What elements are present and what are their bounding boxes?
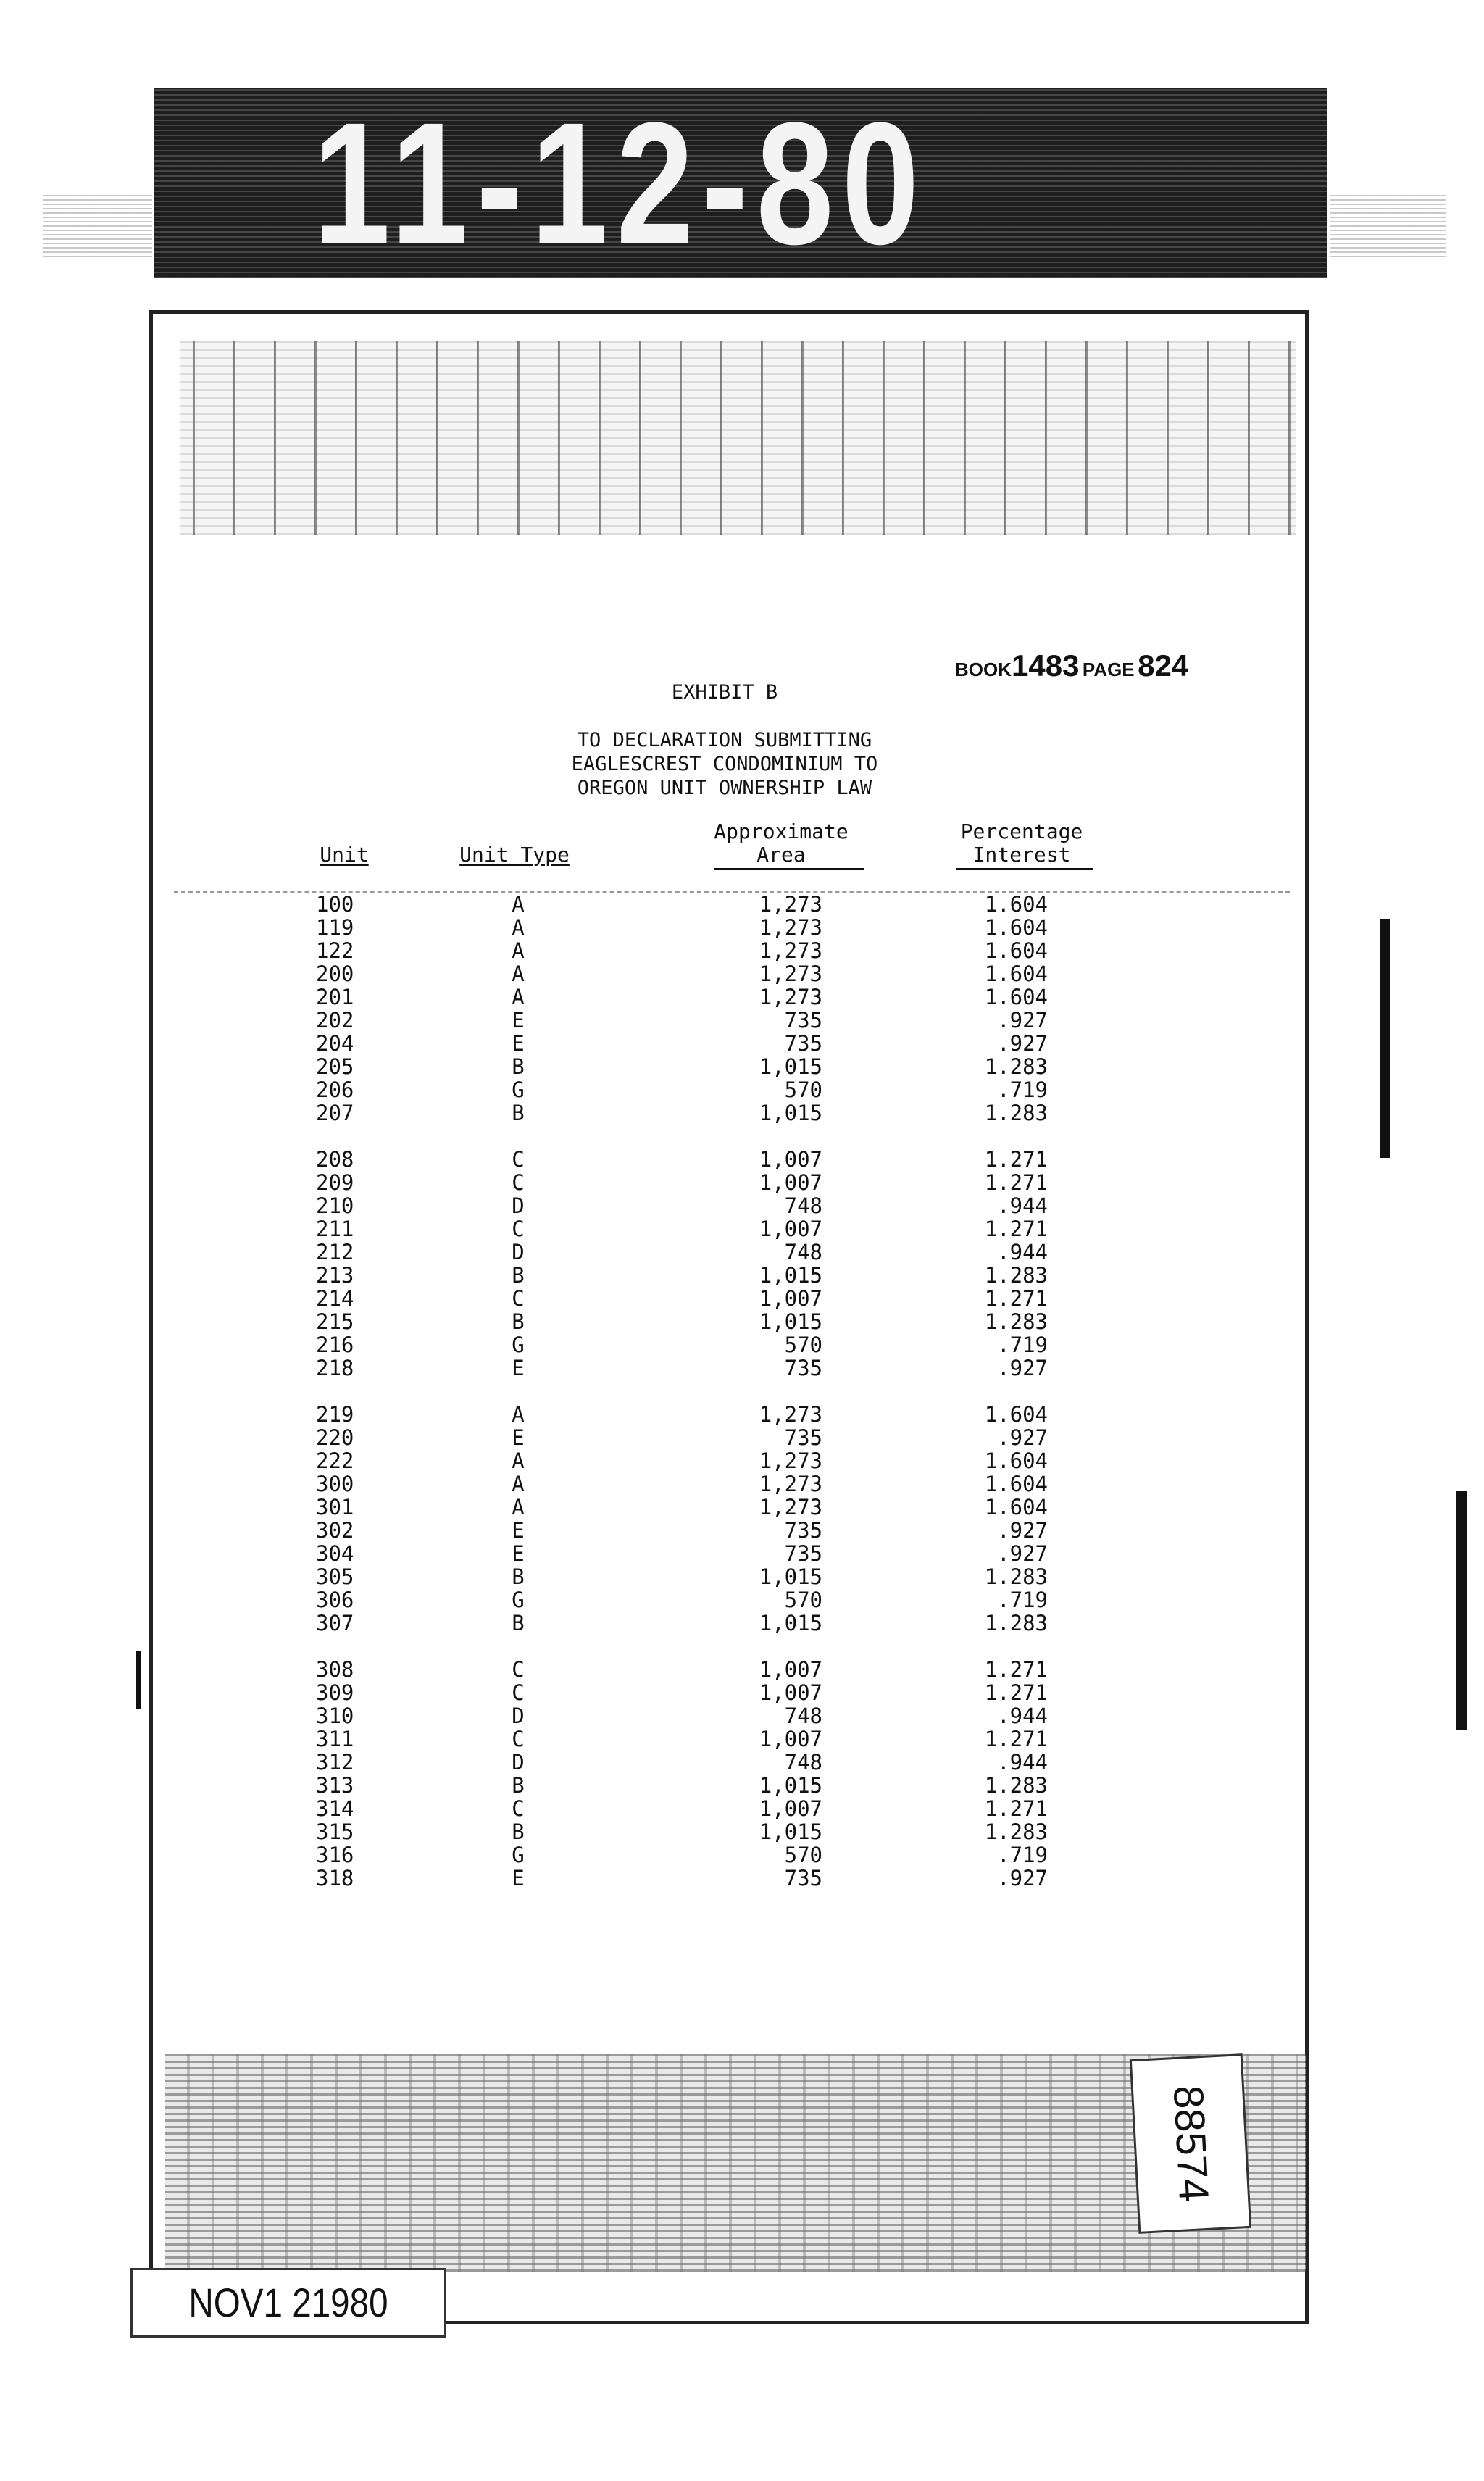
unit-type-cell: C — [512, 1170, 525, 1195]
percentage-cell: 1.283 — [984, 1773, 1048, 1798]
area-cell: 1,273 — [759, 938, 822, 963]
unit-type-cell: B — [512, 1611, 525, 1635]
unit-type-cell: D — [512, 1750, 525, 1775]
date-stamp — [130, 2268, 446, 2338]
unit-type-cell: E — [512, 1356, 525, 1380]
margin-bar — [1380, 919, 1390, 1158]
area-cell: 570 — [784, 1843, 822, 1867]
area-cell: 570 — [784, 1333, 822, 1357]
percentage-cell: 1.283 — [984, 1054, 1048, 1079]
unit-type-cell: A — [512, 962, 525, 986]
percentage-cell: .719 — [997, 1333, 1048, 1357]
percentage-cell: 1.283 — [984, 1564, 1048, 1589]
area-cell: 1,273 — [759, 1402, 822, 1427]
unit-type-cell: E — [512, 1866, 525, 1890]
percentage-cell: 1.604 — [984, 915, 1048, 940]
unit-type-cell: A — [512, 1448, 525, 1473]
area-header-rule — [714, 868, 864, 870]
subtitle-line: OREGON UNIT OWNERSHIP LAW — [577, 777, 872, 799]
unit-type-cell: A — [512, 915, 525, 940]
percentage-cell: 1.271 — [984, 1657, 1048, 1682]
unit-type-cell: A — [512, 1472, 525, 1496]
area-cell: 1,007 — [759, 1147, 822, 1172]
unit-type-cell: A — [512, 892, 525, 917]
area-cell: 735 — [784, 1008, 822, 1033]
unit-cell: 218 — [316, 1356, 354, 1380]
area-cell: 1,273 — [759, 1495, 822, 1519]
unit-cell: 315 — [316, 1819, 354, 1844]
area-cell: 735 — [784, 1356, 822, 1380]
unit-type-cell: B — [512, 1101, 525, 1125]
unit-type-cell: A — [512, 985, 525, 1009]
unit-type-cell: D — [512, 1193, 525, 1218]
area-cell: 748 — [784, 1750, 822, 1775]
percentage-cell: 1.271 — [984, 1680, 1048, 1705]
unit-cell: 219 — [316, 1402, 354, 1427]
registration-slip — [1130, 2053, 1251, 2234]
subtitle-line: EAGLESCREST CONDOMINIUM TO — [571, 753, 878, 775]
unit-cell: 309 — [316, 1680, 354, 1705]
area-cell: 1,273 — [759, 962, 822, 986]
unit-cell: 316 — [316, 1843, 354, 1867]
unit-type-cell: B — [512, 1564, 525, 1589]
unit-type-cell: A — [512, 1402, 525, 1427]
area-cell: 1,015 — [759, 1819, 822, 1844]
unit-cell: 205 — [316, 1054, 354, 1079]
unit-cell: 311 — [316, 1727, 354, 1751]
area-cell: 735 — [784, 1866, 822, 1890]
banner-date: 11-12-80 — [313, 86, 928, 280]
column-header-unit-type — [435, 843, 594, 867]
unit-type-cell: C — [512, 1796, 525, 1821]
unit-type-cell: B — [512, 1773, 525, 1798]
area-cell: 748 — [784, 1240, 822, 1264]
area-cell: 1,007 — [759, 1727, 822, 1751]
unit-cell: 212 — [316, 1240, 354, 1264]
percentage-cell: .719 — [997, 1843, 1048, 1867]
page-label: PAGE — [1082, 659, 1135, 680]
unit-cell: 209 — [316, 1170, 354, 1195]
unit-cell: 220 — [316, 1425, 354, 1450]
percentage-cell: 1.283 — [984, 1101, 1048, 1125]
unit-cell: 304 — [316, 1541, 354, 1566]
area-cell: 1,015 — [759, 1263, 822, 1288]
percentage-cell: 1.604 — [984, 938, 1048, 963]
percentage-cell: .927 — [997, 1425, 1048, 1450]
area-cell: 735 — [784, 1541, 822, 1566]
percentage-cell: 1.604 — [984, 1448, 1048, 1473]
unit-type-cell: C — [512, 1727, 525, 1751]
unit-type-cell: B — [512, 1309, 525, 1334]
unit-cell: 100 — [316, 892, 354, 917]
unit-cell: 202 — [316, 1008, 354, 1033]
unit-cell: 214 — [316, 1286, 354, 1311]
area-cell: 1,273 — [759, 1472, 822, 1496]
column-header-pct-line2: Interest — [972, 843, 1071, 867]
registration-number: 88574 — [1164, 2084, 1218, 2203]
area-cell: 1,273 — [759, 1448, 822, 1473]
column-header-area-line1: Approximate — [714, 820, 849, 843]
percentage-cell: .927 — [997, 1356, 1048, 1380]
area-cell: 1,007 — [759, 1286, 822, 1311]
date-banner — [154, 88, 1327, 278]
column-header-percentage — [942, 820, 1101, 867]
percentage-cell: 1.604 — [984, 1402, 1048, 1427]
unit-cell: 200 — [316, 962, 354, 986]
area-cell: 570 — [784, 1077, 822, 1102]
unit-cell: 211 — [316, 1217, 354, 1241]
exhibit-subtitle — [507, 728, 942, 800]
unit-type-cell: A — [512, 1495, 525, 1519]
unit-type-cell: B — [512, 1263, 525, 1288]
percentage-cell: 1.283 — [984, 1611, 1048, 1635]
unit-cell: 119 — [316, 915, 354, 940]
unit-type-cell: C — [512, 1657, 525, 1682]
exhibit-title: EXHIBIT B — [671, 681, 778, 704]
unit-cell: 310 — [316, 1704, 354, 1728]
unit-type-cell: C — [512, 1680, 525, 1705]
column-header-pct-line1: Percentage — [960, 820, 1083, 843]
unit-cell: 306 — [316, 1588, 354, 1612]
area-cell: 570 — [784, 1588, 822, 1612]
unit-cell: 210 — [316, 1193, 354, 1218]
percentage-cell: 1.271 — [984, 1286, 1048, 1311]
unit-cell: 302 — [316, 1518, 354, 1543]
unit-cell: 207 — [316, 1101, 354, 1125]
percentage-cell: 1.604 — [984, 1472, 1048, 1496]
area-cell: 1,273 — [759, 985, 822, 1009]
banner-right-strip — [1330, 192, 1446, 257]
area-cell: 735 — [784, 1031, 822, 1056]
area-cell: 1,015 — [759, 1773, 822, 1798]
column-header-area-line2: Area — [756, 843, 806, 867]
book-number: 1483 — [1012, 649, 1080, 683]
page-number: 824 — [1138, 649, 1189, 683]
column-header-area — [701, 820, 861, 867]
percentage-cell: .944 — [997, 1704, 1048, 1728]
percentage-cell: 1.604 — [984, 892, 1048, 917]
unit-type-cell: G — [512, 1333, 525, 1357]
area-cell: 1,273 — [759, 892, 822, 917]
area-cell: 1,015 — [759, 1054, 822, 1079]
area-cell: 1,007 — [759, 1680, 822, 1705]
unit-cell: 308 — [316, 1657, 354, 1682]
unit-cell: 305 — [316, 1564, 354, 1589]
area-cell: 735 — [784, 1425, 822, 1450]
margin-bar — [1456, 1491, 1467, 1730]
percentage-cell: .927 — [997, 1008, 1048, 1033]
area-cell: 735 — [784, 1518, 822, 1543]
percentage-cell: 1.271 — [984, 1217, 1048, 1241]
unit-cell: 204 — [316, 1031, 354, 1056]
unit-cell: 215 — [316, 1309, 354, 1334]
unit-type-cell: C — [512, 1286, 525, 1311]
percentage-cell: 1.604 — [984, 985, 1048, 1009]
percentage-cell: 1.271 — [984, 1727, 1048, 1751]
percentage-cell: 1.271 — [984, 1147, 1048, 1172]
unit-cell: 301 — [316, 1495, 354, 1519]
percentage-cell: 1.283 — [984, 1263, 1048, 1288]
unit-cell: 222 — [316, 1448, 354, 1473]
stamp-date: NOV1 21980 — [188, 2280, 388, 2325]
unit-type-cell: E — [512, 1425, 525, 1450]
unit-type-cell: D — [512, 1240, 525, 1264]
margin-tick — [136, 1651, 141, 1709]
percentage-cell: 1.271 — [984, 1170, 1048, 1195]
percentage-cell: .944 — [997, 1750, 1048, 1775]
unit-type-cell: G — [512, 1843, 525, 1867]
unit-type-cell: B — [512, 1819, 525, 1844]
scan-noise-top — [180, 341, 1296, 535]
percentage-cell: .944 — [997, 1240, 1048, 1264]
unit-cell: 216 — [316, 1333, 354, 1357]
area-cell: 1,007 — [759, 1657, 822, 1682]
percentage-cell: 1.604 — [984, 962, 1048, 986]
area-cell: 1,015 — [759, 1611, 822, 1635]
unit-cell: 206 — [316, 1077, 354, 1102]
unit-type-cell: E — [512, 1008, 525, 1033]
unit-type-cell: C — [512, 1147, 525, 1172]
unit-cell: 312 — [316, 1750, 354, 1775]
percentage-cell: 1.271 — [984, 1796, 1048, 1821]
unit-cell: 318 — [316, 1866, 354, 1890]
unit-cell: 300 — [316, 1472, 354, 1496]
unit-type-cell: E — [512, 1518, 525, 1543]
banner-left-strip — [43, 192, 152, 257]
unit-type-cell: G — [512, 1077, 525, 1102]
area-cell: 1,007 — [759, 1796, 822, 1821]
percentage-cell: 1.283 — [984, 1819, 1048, 1844]
unit-cell: 307 — [316, 1611, 354, 1635]
column-header-unit — [304, 843, 384, 867]
unit-type-cell: E — [512, 1031, 525, 1056]
unit-type-cell: A — [512, 938, 525, 963]
area-cell: 748 — [784, 1193, 822, 1218]
area-cell: 1,273 — [759, 915, 822, 940]
percentage-cell: .927 — [997, 1866, 1048, 1890]
percentage-cell: .944 — [997, 1193, 1048, 1218]
area-cell: 748 — [784, 1704, 822, 1728]
area-cell: 1,015 — [759, 1101, 822, 1125]
percentage-cell: .927 — [997, 1518, 1048, 1543]
percentage-cell: .927 — [997, 1541, 1048, 1566]
unit-type-cell: C — [512, 1217, 525, 1241]
unit-cell: 201 — [316, 985, 354, 1009]
unit-cell: 313 — [316, 1773, 354, 1798]
unit-cell: 208 — [316, 1147, 354, 1172]
area-cell: 1,007 — [759, 1217, 822, 1241]
unit-type-cell: E — [512, 1541, 525, 1566]
unit-cell: 213 — [316, 1263, 354, 1288]
percentage-cell: .927 — [997, 1031, 1048, 1056]
column-header-unit-type-label: Unit Type — [459, 843, 570, 867]
book-page-reference — [955, 649, 1259, 685]
column-header-unit-label: Unit — [320, 843, 369, 867]
percentage-cell: 1.283 — [984, 1309, 1048, 1334]
percentage-cell: 1.604 — [984, 1495, 1048, 1519]
unit-cell: 314 — [316, 1796, 354, 1821]
unit-type-cell: G — [512, 1588, 525, 1612]
unit-type-cell: B — [512, 1054, 525, 1079]
book-label: BOOK — [955, 659, 1012, 680]
unit-cell: 122 — [316, 938, 354, 963]
pct-header-rule — [956, 868, 1093, 870]
percentage-cell: .719 — [997, 1077, 1048, 1102]
subtitle-line: TO DECLARATION SUBMITTING — [577, 729, 872, 751]
area-cell: 1,015 — [759, 1309, 822, 1334]
area-cell: 1,015 — [759, 1564, 822, 1589]
area-cell: 1,007 — [759, 1170, 822, 1195]
percentage-cell: .719 — [997, 1588, 1048, 1612]
unit-type-cell: D — [512, 1704, 525, 1728]
